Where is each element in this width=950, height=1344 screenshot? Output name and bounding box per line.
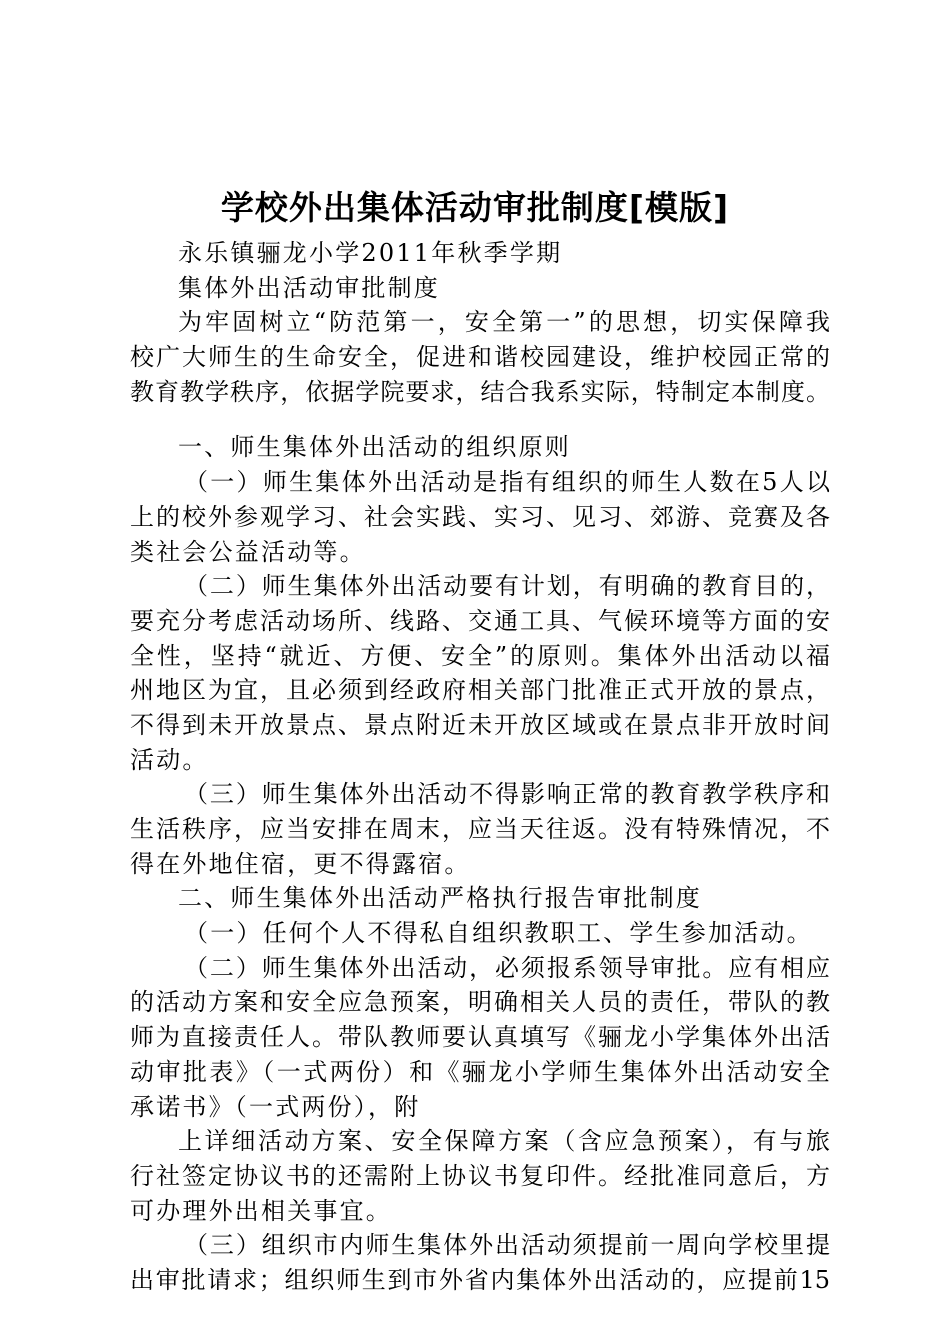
paragraph-line: 生活秩序，应当安排在周末，应当天往返。没有特殊情况，不 [130, 815, 830, 843]
paragraph-line: （三）师生集体外出活动不得影响正常的教育教学秩序和 [184, 780, 830, 809]
document-title: 学校外出集体活动审批制度[模版] [220, 188, 730, 227]
intro-line-1: 为牢固树立“防范第一，安全第一”的思想，切实保障我 [178, 308, 830, 337]
paragraph-line: 上的校外参观学习、社会实践、实习、见习、郊游、竞赛及各 [130, 502, 830, 531]
paragraph-line: 州地区为宜，且必须到经政府相关部门批准正式开放的景点， [130, 676, 830, 705]
school-term-line: 永乐镇骊龙小学2011年秋季学期 [178, 239, 563, 267]
paragraph-line: 类社会公益活动等。 [130, 537, 366, 566]
intro-line-2: 校广大师生的生命安全，促进和谐校园建设，维护校园正常的 [130, 343, 830, 372]
paragraph-line: 活动。 [130, 745, 209, 774]
paragraph-line: （三）组织市内师生集体外出活动须提前一周向学校里提 [184, 1231, 830, 1260]
document-body [130, 236, 830, 1298]
paragraph-line: 师为直接责任人。带队教师要认真填写《骊龙小学集体外出活 [130, 1023, 830, 1052]
paragraph-line: 全性，坚持“就近、方便、安全”的原则。集体外出活动以福 [130, 641, 830, 670]
paragraph-line: 行社签定协议书的还需附上协议书复印件。经批准同意后，方 [130, 1161, 830, 1190]
section-heading-2: 二、师生集体外出活动严格执行报告审批制度 [178, 884, 702, 913]
paragraph-line: 可办理外出相关事宜。 [130, 1196, 392, 1225]
paragraph-line: （一）师生集体外出活动是指有组织的师生人数在5人以 [184, 468, 830, 497]
paragraph-line: （一）任何个人不得私自组织教职工、学生参加活动。 [184, 919, 813, 948]
paragraph-line: 不得到未开放景点、景点附近未开放区域或在景点非开放时间 [130, 710, 830, 739]
paragraph-line: 出审批请求；组织师生到市外省内集体外出活动的，应提前15 [130, 1265, 830, 1294]
paragraph-line: 得在外地住宿，更不得露宿。 [130, 849, 471, 878]
paragraph-line: 上详细活动方案、安全保障方案（含应急预案），有与旅 [178, 1127, 830, 1156]
section-heading-1: 一、师生集体外出活动的组织原则 [178, 433, 571, 462]
paragraph-line: （二）师生集体外出活动要有计划，有明确的教育目的， [184, 572, 830, 601]
paragraph-line: 的活动方案和安全应急预案，明确相关人员的责任，带队的教 [130, 988, 830, 1017]
paragraph-line: 要充分考虑活动场所、线路、交通工具、气候环境等方面的安 [130, 606, 830, 635]
paragraph-line: （二）师生集体外出活动，必须报系领导审批。应有相应 [184, 953, 830, 982]
subtitle-line: 集体外出活动审批制度 [178, 273, 440, 302]
paragraph-line: 动审批表》（一式两份）和《骊龙小学师生集体外出活动安全 [130, 1057, 830, 1086]
intro-line-3: 教育教学秩序，依据学院要求，结合我系实际，特制定本制度。 [130, 377, 830, 406]
paragraph-line: 承诺书》（一式两份），附 [130, 1092, 421, 1121]
